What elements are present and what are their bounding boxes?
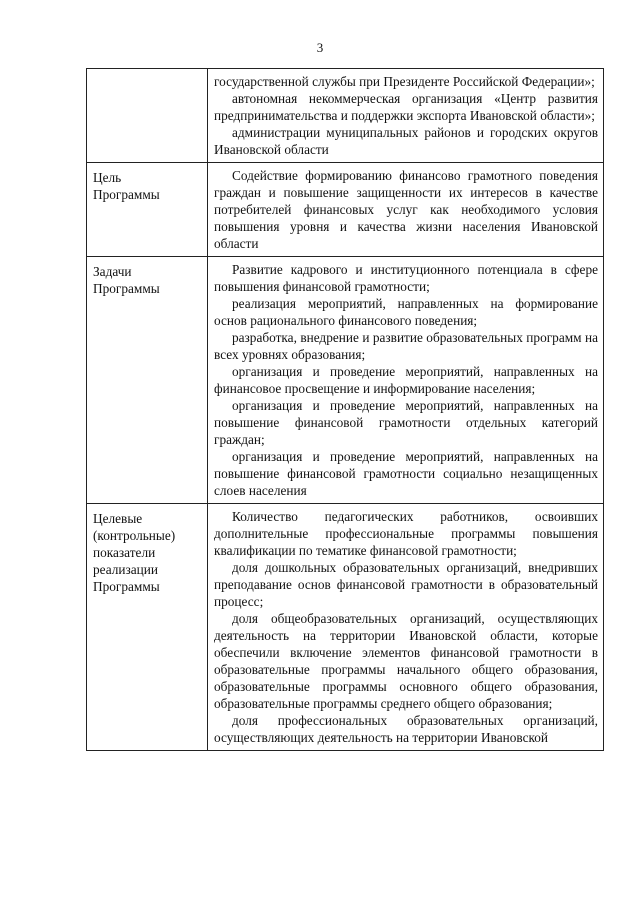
row-content-cell bbox=[208, 257, 604, 504]
row-paragraph: доля общеобразовательных организаций, осуществляющих деятельность на территории Ивановской области, которые обеспечили включение элементов финансовой грамотности в образовательные программы начального общего образования, образовательные программы основного общего образования, образовательные программы среднего общего образования; bbox=[214, 611, 598, 711]
row-paragraph: доля дошкольных образовательных организаций, внедривших преподавание основ финансовой грамотности в образовательный процесс; bbox=[214, 560, 598, 609]
table-row bbox=[87, 257, 604, 504]
row-paragraph: Количество педагогических работников, освоивших дополнительные профессиональные программы повышения квалификации по тематике финансовой грамотности; bbox=[214, 509, 598, 558]
row-paragraph: организация и проведение мероприятий, направленных на повышение финансовой грамотности отдельных категорий граждан; bbox=[214, 398, 598, 447]
table-row bbox=[87, 163, 604, 257]
row-paragraph: администрации муниципальных районов и городских округов Ивановской области bbox=[214, 125, 598, 157]
row-paragraph: доля профессиональных образовательных организаций, осуществляющих деятельность на территории Ивановской bbox=[214, 713, 598, 745]
row-paragraph: разработка, внедрение и развитие образовательных программ на всех уровнях образования; bbox=[214, 330, 598, 362]
row-paragraph: реализация мероприятий, направленных на формирование основ рационального финансового поведения; bbox=[214, 296, 598, 328]
row-label-line: Программы bbox=[93, 579, 160, 594]
row-label-cell bbox=[87, 504, 208, 751]
row-label-cell bbox=[87, 163, 208, 257]
row-content-cell bbox=[208, 504, 604, 751]
program-passport-table bbox=[86, 68, 604, 751]
row-label-line: Программы bbox=[93, 281, 160, 296]
row-content-cell bbox=[208, 69, 604, 163]
row-paragraph: автономная некоммерческая организация «Центр развития предпринимательства и поддержки экспорта Ивановской области»; bbox=[214, 91, 598, 123]
row-paragraph: Развитие кадрового и институционного потенциала в сфере повышения финансовой грамотности; bbox=[214, 262, 598, 294]
row-paragraph: организация и проведение мероприятий, направленных на повышение финансовой грамотности социально незащищенных слоев населения bbox=[214, 449, 598, 498]
row-paragraph: государственной службы при Президенте Российской Федерации»; bbox=[214, 74, 595, 89]
row-label-line: Цель bbox=[93, 170, 122, 185]
row-label-line: Программы bbox=[93, 187, 160, 202]
row-paragraph: Содействие формированию финансово грамотного поведения граждан и повышение защищенности их интересов в качестве потребителей финансовых услуг как необходимого условия повышения уровня и качества жизни населения Ивановской области bbox=[214, 168, 598, 251]
row-paragraph: организация и проведение мероприятий, направленных на финансовое просвещение и информирование населения; bbox=[214, 364, 598, 396]
row-label-line: Задачи bbox=[93, 264, 132, 279]
page-number: 3 bbox=[316, 40, 324, 55]
row-label-line: Целевые bbox=[93, 511, 143, 526]
row-label-cell bbox=[87, 257, 208, 504]
table-row bbox=[87, 504, 604, 751]
row-label-line: (контрольные) bbox=[93, 528, 176, 543]
table-row bbox=[87, 69, 604, 163]
table-body bbox=[87, 69, 604, 751]
row-label-line: показатели bbox=[93, 545, 156, 560]
row-content-cell bbox=[208, 163, 604, 257]
row-label-cell bbox=[87, 69, 208, 163]
row-label-line: реализации bbox=[93, 562, 158, 577]
